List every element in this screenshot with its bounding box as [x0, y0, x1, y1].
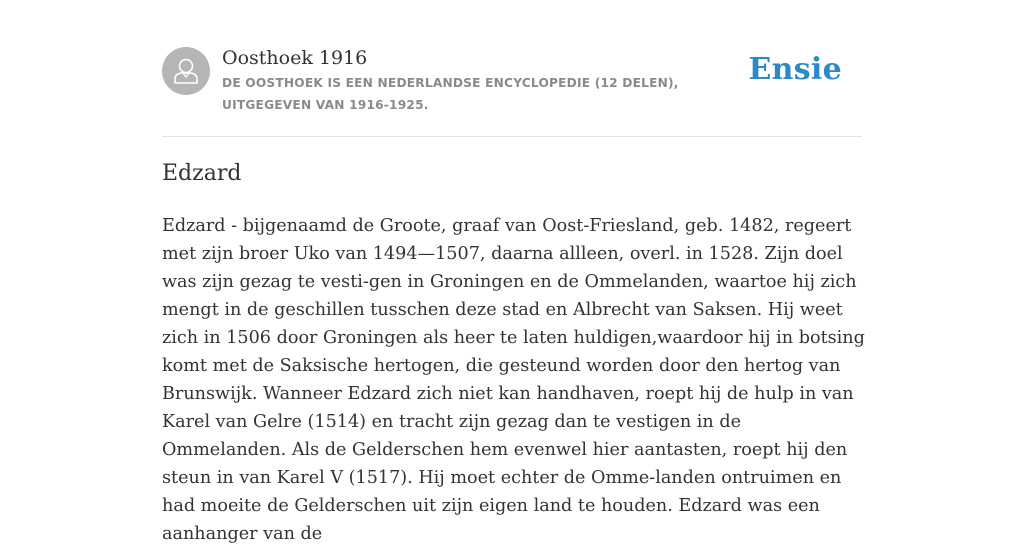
source-description: DE OOSTHOEK IS EEN NEDERLANDSE ENCYCLOPEDIE (12 DELEN), UITGEGEVEN VAN 1916-1925. [222, 76, 679, 112]
article-title: Edzard [162, 161, 242, 186]
source-avatar[interactable] [162, 47, 210, 95]
ensie-logo[interactable]: Ensie [748, 52, 842, 87]
source-title[interactable]: Oosthoek 1916 [222, 47, 368, 69]
source-header [162, 44, 862, 137]
article-body: Edzard - bijgenaamd de Groote, graaf van Oost-Friesland, geb. 1482, regeert met zijn broer Uko van 1494—1507, daarna allleen, overl. in 1528. Zijn doel was zijn gezag te vesti-gen in Groningen en de Ommelanden, waartoe hij zich mengt in de geschillen tusschen deze stad en Albrecht van Saksen. Hij weet zich in 1506 door Groningen als heer te laten huldigen,waardoor hij in botsing komt met de Saksische hertogen, die gesteund worden door den hertog van Brunswijk. Wanneer Edzard zich niet kan handhaven, roept hij de hulp in van Karel van Gelre (1514) en tracht zijn gezag dan te vestigen in de Ommelanden. Als de Gelderschen hem evenwel hier aantasten, roept hij den steun in van Karel V (1517). Hij moet echter de Omme-landen ontruimen en had moeite de Gelderschen uit zijn eigen land te houden. Edzard was een aanhanger van de [162, 216, 865, 544]
user-icon [162, 47, 210, 95]
